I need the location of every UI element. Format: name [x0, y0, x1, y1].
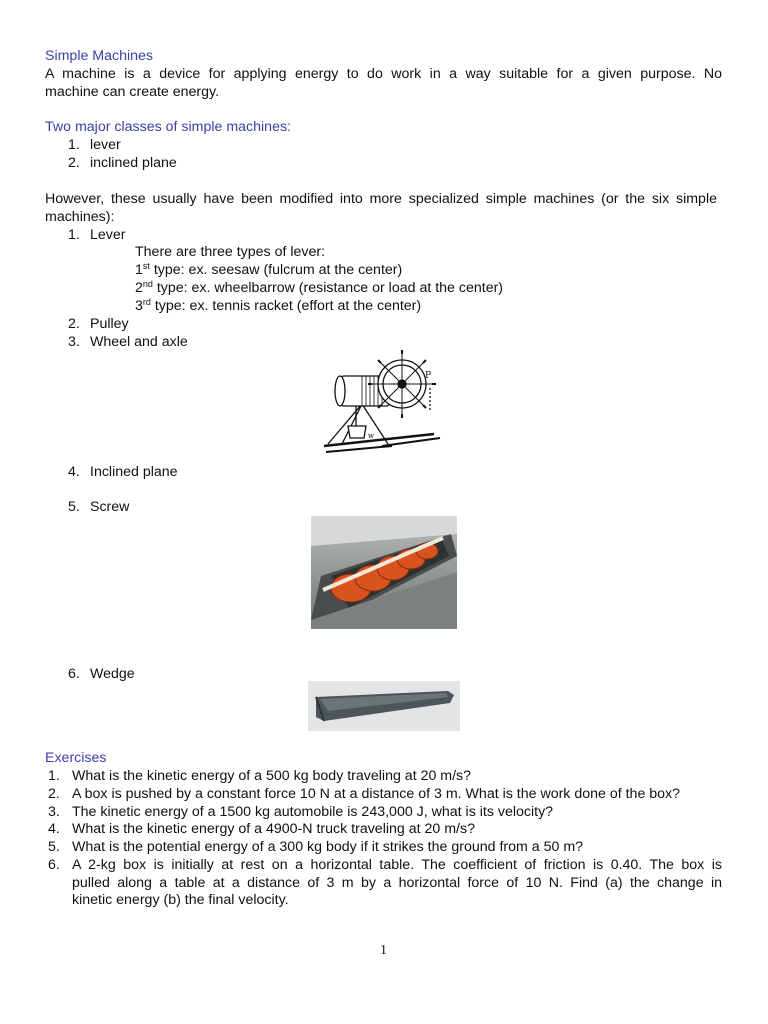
classes-heading: Two major classes of simple machines:	[45, 119, 292, 135]
exercise-3: The kinetic energy of a 1500 kg automobile is 243,000 J, what is its velocity?	[72, 804, 554, 820]
exercise-5: What is the potential energy of a 300 kg body if it strikes the ground from a 50 m?	[72, 839, 584, 855]
wedge-image	[308, 681, 460, 731]
screw-conveyor-photo	[311, 516, 457, 629]
machine-num-5: 5.	[68, 499, 80, 515]
lever-type-1: 1st type: ex. seesaw (fulcrum at the center)	[135, 261, 403, 278]
machine-lever: Lever	[90, 227, 126, 243]
machine-num-6: 6.	[68, 666, 80, 682]
exercise-num-2: 2.	[48, 786, 60, 802]
machine-num-3: 3.	[68, 334, 80, 350]
svg-text:w: w	[368, 432, 374, 440]
wheel-and-axle-illustration	[322, 346, 446, 462]
exercises-heading: Exercises	[45, 750, 107, 766]
exercise-2: A box is pushed by a constant force 10 N at a distance of 3 m. What is the work done of the box?	[72, 786, 681, 802]
lever-type-2: 2nd type: ex. wheelbarrow (resistance or load at the center)	[135, 279, 504, 296]
exercise-4: What is the kinetic energy of a 4900-N truck traveling at 20 m/s?	[72, 821, 475, 837]
exercise-6-line-2: pulled along a table at a distance of 3 m by a horizontal force of 10 N. Find (a) the change in	[72, 875, 722, 891]
section-title: Simple Machines	[45, 48, 154, 64]
classes-item-inclined-plane: inclined plane	[90, 155, 177, 171]
lever-type-3: 3rd type: ex. tennis racket (effort at the center)	[135, 297, 422, 314]
however-line-1: However, these usually have been modified into more specialized simple machines (or the six simple	[45, 191, 717, 207]
classes-item-lever: lever	[90, 137, 121, 153]
machine-wheel-and-axle: Wheel and axle	[90, 334, 188, 350]
exercise-1: What is the kinetic energy of a 500 kg body traveling at 20 m/s?	[72, 768, 472, 784]
wedge-photo	[308, 681, 460, 731]
intro-line-1: A machine is a device for applying energy to do work in a way suitable for a given purpose. No	[45, 66, 722, 82]
however-line-2: machines):	[45, 209, 115, 225]
machine-num-2: 2.	[68, 316, 80, 332]
exercise-num-5: 5.	[48, 839, 60, 855]
svg-text:P: P	[425, 371, 432, 381]
classes-num-2: 2.	[68, 155, 80, 171]
exercise-num-6: 6.	[48, 857, 60, 873]
machine-wedge: Wedge	[90, 666, 135, 682]
exercise-num-1: 1.	[48, 768, 60, 784]
exercise-num-4: 4.	[48, 821, 60, 837]
exercise-6-line-1: A 2-kg box is initially at rest on a horizontal table. The coefficient of friction is 0.40. The box is	[72, 857, 722, 873]
intro-line-2: machine can create energy.	[45, 84, 220, 100]
lever-types-intro: There are three types of lever:	[135, 244, 326, 260]
machine-pulley: Pulley	[90, 316, 129, 332]
wheel-and-axle-figure	[322, 346, 446, 462]
screw-conveyor-image	[311, 516, 457, 629]
exercise-num-3: 3.	[48, 804, 60, 820]
machine-inclined-plane: Inclined plane	[90, 464, 178, 480]
machine-screw: Screw	[90, 499, 130, 515]
page-number: 1	[380, 943, 387, 958]
exercise-6-line-3: kinetic energy (b) the final velocity.	[72, 892, 289, 908]
machine-num-1: 1.	[68, 227, 80, 243]
machine-num-4: 4.	[68, 464, 80, 480]
classes-num-1: 1.	[68, 137, 80, 153]
